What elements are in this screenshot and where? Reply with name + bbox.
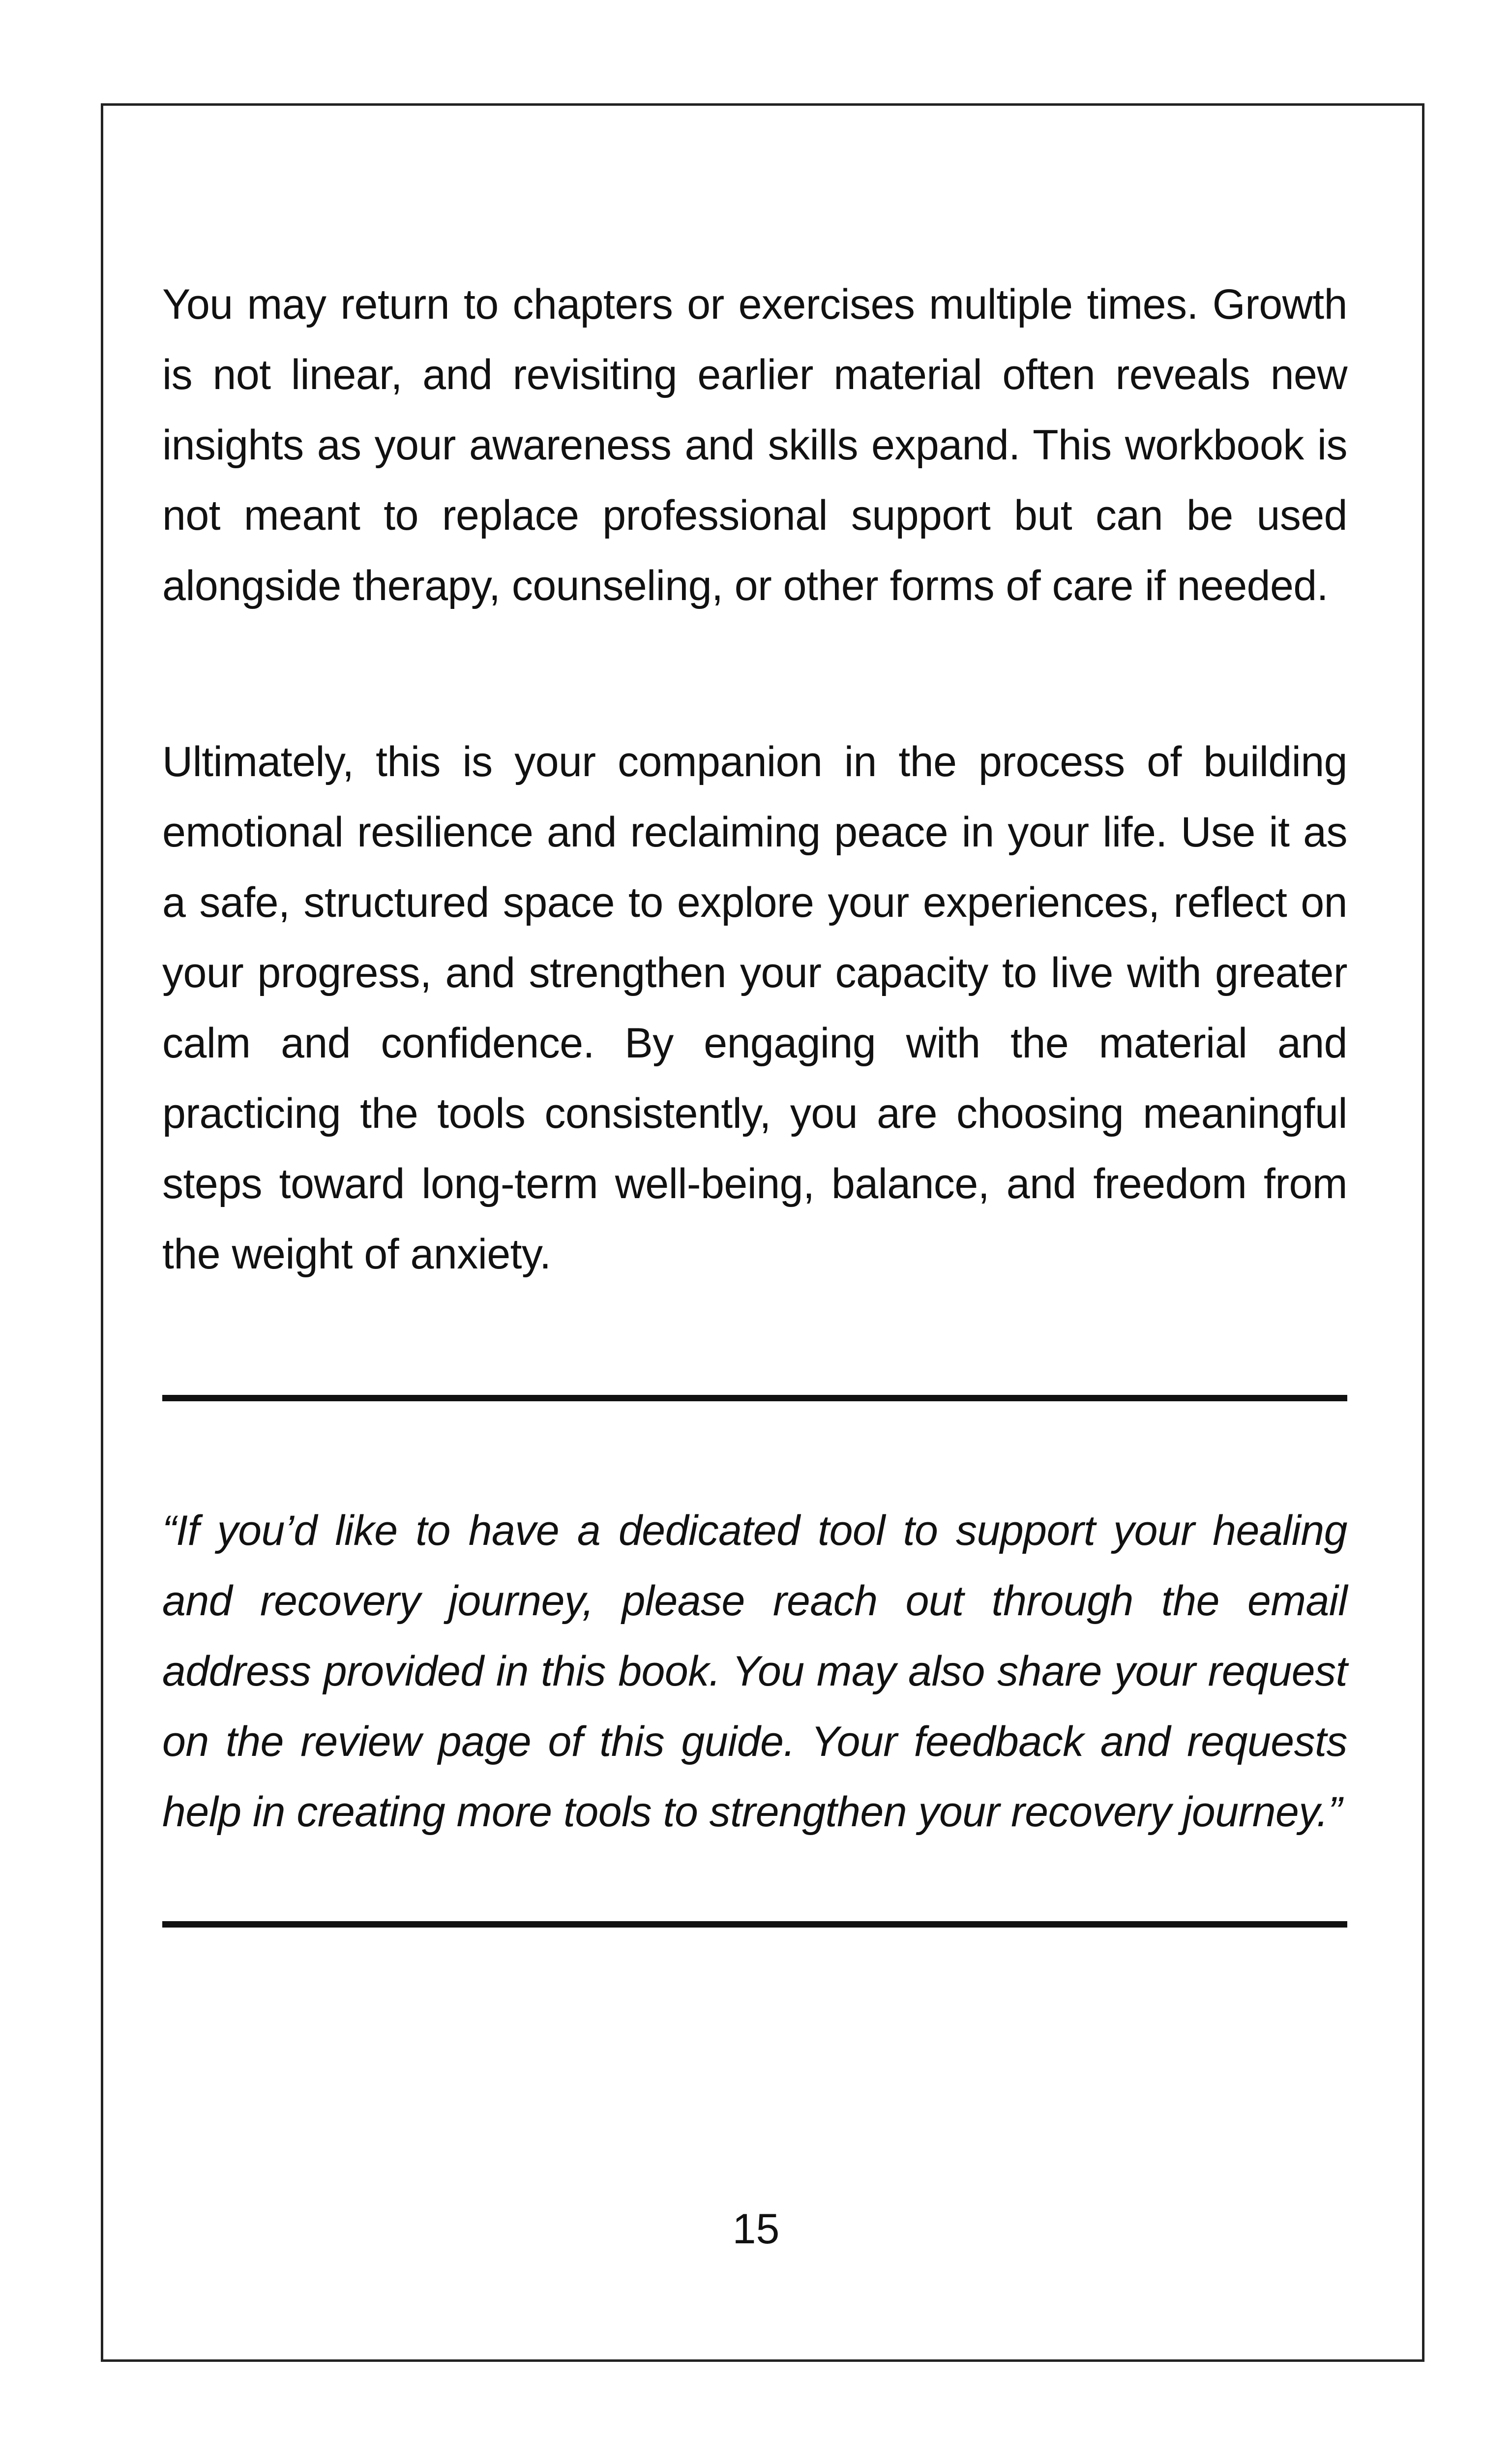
body-paragraph: You may return to chapters or exercises multiple times. Growth is not linear, and revisiting earlier material often reveals new insights as your awareness and skills expand. This workbook is not meant to replace professional support but can be used alongside therapy, counseling, or other forms of care if needed. (162, 281, 1347, 609)
page-number: 15 (732, 2205, 780, 2253)
callout-top-divider (162, 1395, 1347, 1401)
callout-bottom-divider (162, 1921, 1347, 1928)
callout-quote: “If you’d like to have a dedicated tool to support your healing and recovery journey, please reach out through the email address provided in this book. You may also share your request on the review page of this guide. Your feedback and requests help in creating more tools to strengthen your recovery journey.” (162, 1507, 1347, 1836)
body-paragraph: Ultimately, this is your companion in the process of building emotional resilience and reclaiming peace in your life. Use it as a safe, structured space to explore your experiences, reflect on your progress, and strengthen your capacity to live with greater calm and confidence. By engaging with the material and practicing the tools consistently, you are choosing meaningful steps toward long-term well-being, balance, and freedom from the weight of anxiety. (162, 738, 1347, 1278)
